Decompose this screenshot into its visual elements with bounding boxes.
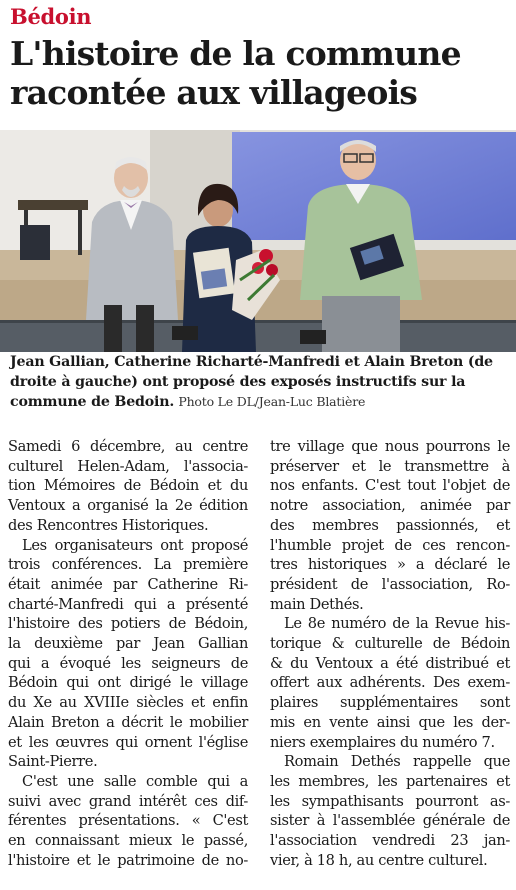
text-line: main Dethés. [270, 595, 364, 613]
photo-credit: Photo Le DL/Jean-Luc Blatière [178, 394, 366, 409]
text-line: Alain Breton a décrit le mobilier [8, 713, 248, 731]
text-line: en connaissant mieux le passé, [8, 832, 248, 850]
text-line: président de l'association, Ro- [270, 575, 510, 593]
text-line: et les œuvres qui ornent l'église [8, 733, 248, 751]
section-kicker: Bédoin [10, 4, 92, 29]
text-line: l'humble projet de ces rencon- [270, 536, 510, 554]
text-line: & du Ventoux a été distribué et [270, 654, 510, 672]
text-line: Romain Dethés rappelle que [284, 753, 510, 771]
text-line: l'histoire et le patrimoine de no- [8, 851, 248, 869]
text-line: les sympathisants pourront as- [270, 792, 510, 810]
text-line: niers exemplaires du numéro 7. [270, 733, 495, 751]
photo-illustration [0, 130, 516, 352]
text-line: qui a évoqué les seigneurs de [8, 654, 248, 672]
text-line: les membres, les partenaires et [270, 772, 510, 790]
text-line: du Xe au XVIIIe siècles et enfin [8, 694, 248, 712]
caption-text: Jean Gallian, Catherine Richarté-Manfredi et Alain Breton (de droite à gauche) ont proposé des exposés instructifs sur la commune de Bedoin. [10, 354, 493, 410]
text-line: préserver et le transmettre à [270, 457, 510, 475]
text-line: culturel Helen-Adam, l'associa- [8, 457, 248, 475]
paragraph [270, 437, 510, 614]
text-line: plaires supplémentaires sont [270, 694, 510, 712]
left-column [8, 437, 248, 870]
text-line: torique & culturelle de Bédoin [270, 635, 510, 653]
text-line: trois conférences. La première [8, 556, 248, 574]
text-line: l'histoire des potiers de Bédoin, [8, 615, 248, 633]
text-line: Les organisateurs ont proposé [22, 536, 248, 554]
text-line: des membres passionnés, et [270, 516, 510, 534]
text-line: Bédoin qui ont dirigé le village [8, 674, 248, 692]
text-line: sister à l'assemblée générale de [270, 812, 510, 830]
text-line: Saint-Pierre. [8, 753, 98, 771]
text-line: vier, à 18 h, au centre culturel. [270, 851, 488, 869]
headline-line: L'histoire de la commune [10, 34, 461, 73]
text-line: tre village que nous pourrons le [270, 438, 510, 455]
text-line: la deuxième par Jean Gallian [8, 635, 248, 653]
text-line: Ventoux a organisé la 2e édition [8, 497, 248, 515]
text-line: l'association vendredi 23 jan- [270, 832, 510, 850]
text-line: mis en vente ainsi que les der- [270, 713, 510, 731]
text-line: Le 8e numéro de la Revue his- [284, 615, 510, 633]
text-line: suivi avec grand intérêt ces dif- [8, 792, 248, 810]
text-line: charté-Manfredi qui a présenté [8, 595, 248, 613]
photo-caption [10, 353, 510, 413]
text-line: offert aux adhérents. Des exem- [270, 674, 510, 692]
paragraph [8, 536, 248, 772]
article-photo [0, 130, 516, 352]
text-line: Samedi 6 décembre, au centre [8, 438, 248, 455]
headline-line: racontée aux villageois [10, 73, 418, 112]
paragraph [8, 772, 248, 871]
text-line: tres historiques » a déclaré le [270, 556, 510, 574]
paragraph [270, 752, 510, 870]
headline [10, 34, 510, 112]
text-line: C'est une salle comble qui a [22, 772, 248, 790]
text-line: notre association, animée par [270, 497, 510, 515]
text-line: tion Mémoires de Bédoin et du [8, 477, 248, 495]
right-column [270, 437, 510, 870]
text-line: des Rencontres Historiques. [8, 516, 209, 534]
text-line: était animée par Catherine Ri- [8, 575, 248, 593]
paragraph [8, 437, 248, 536]
text-line: férentes présentations. « C'est [8, 812, 248, 830]
text-line: nos enfants. C'est tout l'objet de [270, 477, 510, 495]
paragraph [270, 614, 510, 752]
